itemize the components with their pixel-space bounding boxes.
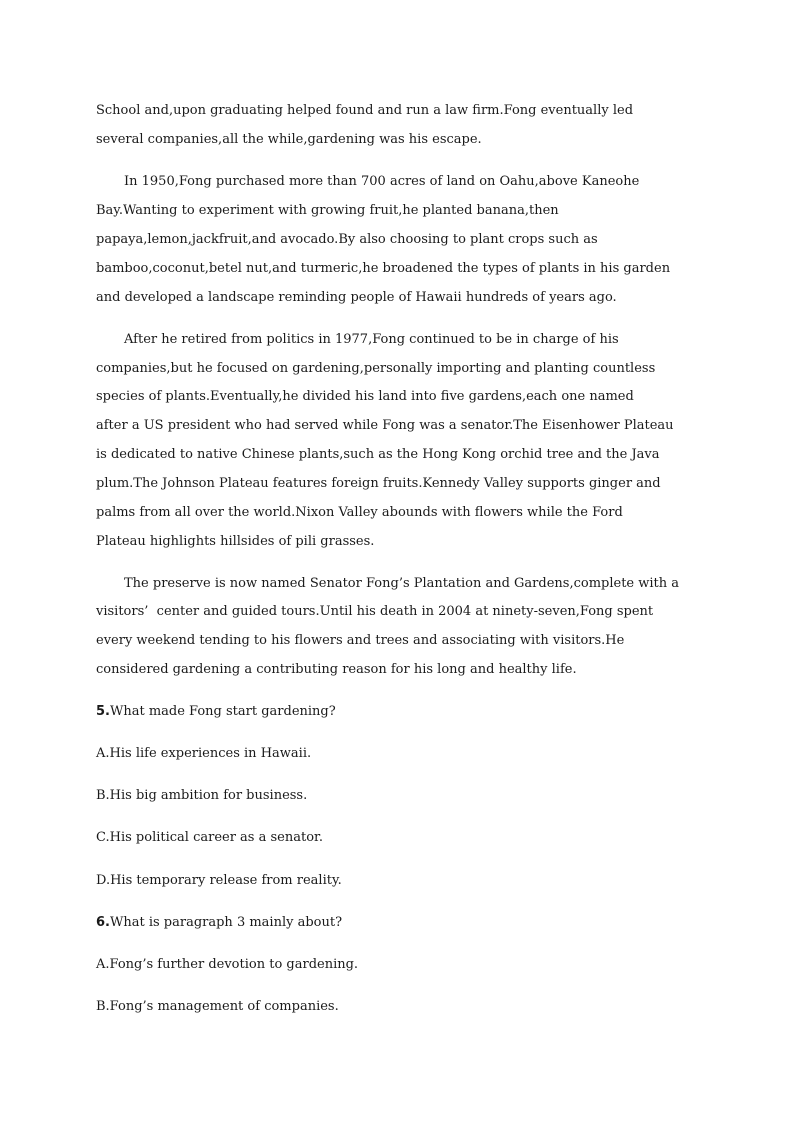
paragraph-4-line-1: The preserve is now named Senator Fong’s Plantation and Gardens,complete with a	[124, 576, 680, 591]
question-number: 6.	[96, 915, 110, 930]
paragraph-2-line-4: bamboo,coconut,betel nut,and turmeric,he broadened the types of plants in his garden	[96, 261, 671, 276]
paragraph-2-line-2: Bay.Wanting to experiment with growing fruit,he planted banana,then	[96, 203, 559, 218]
question-text: What is paragraph 3 mainly about?	[109, 915, 343, 930]
paragraph-4-line-4: considered gardening a contributing reason for his long and healthy life.	[96, 662, 577, 677]
question-5	[96, 703, 336, 721]
paragraph-3-line-1: After he retired from politics in 1977,Fong continued to be in charge of his	[124, 332, 619, 347]
question-6-option-a: A.Fong’s further devotion to gardening.	[96, 957, 359, 972]
paragraph-3-line-4: after a US president who had served while Fong was a senator.The Eisenhower Plateau	[96, 418, 674, 433]
paragraph-4-line-3: every weekend tending to his flowers and trees and associating with visitors.He	[96, 633, 625, 648]
paragraph-3-line-8: Plateau highlights hillsides of pili grasses.	[96, 534, 375, 549]
paragraph-3-line-5: is dedicated to native Chinese plants,such as the Hong Kong orchid tree and the Java	[96, 447, 660, 462]
paragraph-2-line-1: In 1950,Fong purchased more than 700 acres of land on Oahu,above Kaneohe	[124, 174, 640, 189]
question-5-option-d: D.His temporary release from reality.	[96, 873, 342, 888]
paragraph-3-line-3: species of plants.Eventually,he divided his land into five gardens,each one named	[96, 389, 634, 404]
question-6-option-b: B.Fong’s management of companies.	[96, 999, 339, 1014]
paragraph-3-line-2: companies,but he focused on gardening,personally importing and planting countless	[96, 361, 656, 376]
paragraph-3-line-7: palms from all over the world.Nixon Valley abounds with flowers while the Ford	[96, 505, 623, 520]
paragraph-4-line-2: visitors’ center and guided tours.Until his death in 2004 at ninety-seven,Fong spent	[96, 604, 654, 619]
paragraph-1-line-2: several companies,all the while,gardening was his escape.	[96, 132, 482, 147]
question-5-option-a: A.His life experiences in Hawaii.	[96, 746, 312, 761]
question-6	[96, 914, 342, 932]
paragraph-1-line-1: School and,upon graduating helped found and run a law firm.Fong eventually led	[96, 103, 634, 118]
question-5-option-c: C.His political career as a senator.	[96, 830, 323, 845]
question-number: 5.	[96, 704, 110, 719]
question-5-option-b: B.His big ambition for business.	[96, 788, 308, 803]
paragraph-3-line-6: plum.The Johnson Plateau features foreign fruits.Kennedy Valley supports ginger and	[96, 476, 661, 491]
paragraph-2-line-5: and developed a landscape reminding people of Hawaii hundreds of years ago.	[96, 290, 617, 305]
paragraph-2-line-3: papaya,lemon,jackfruit,and avocado.By also choosing to plant crops such as	[96, 232, 598, 247]
question-text: What made Fong start gardening?	[109, 704, 336, 719]
